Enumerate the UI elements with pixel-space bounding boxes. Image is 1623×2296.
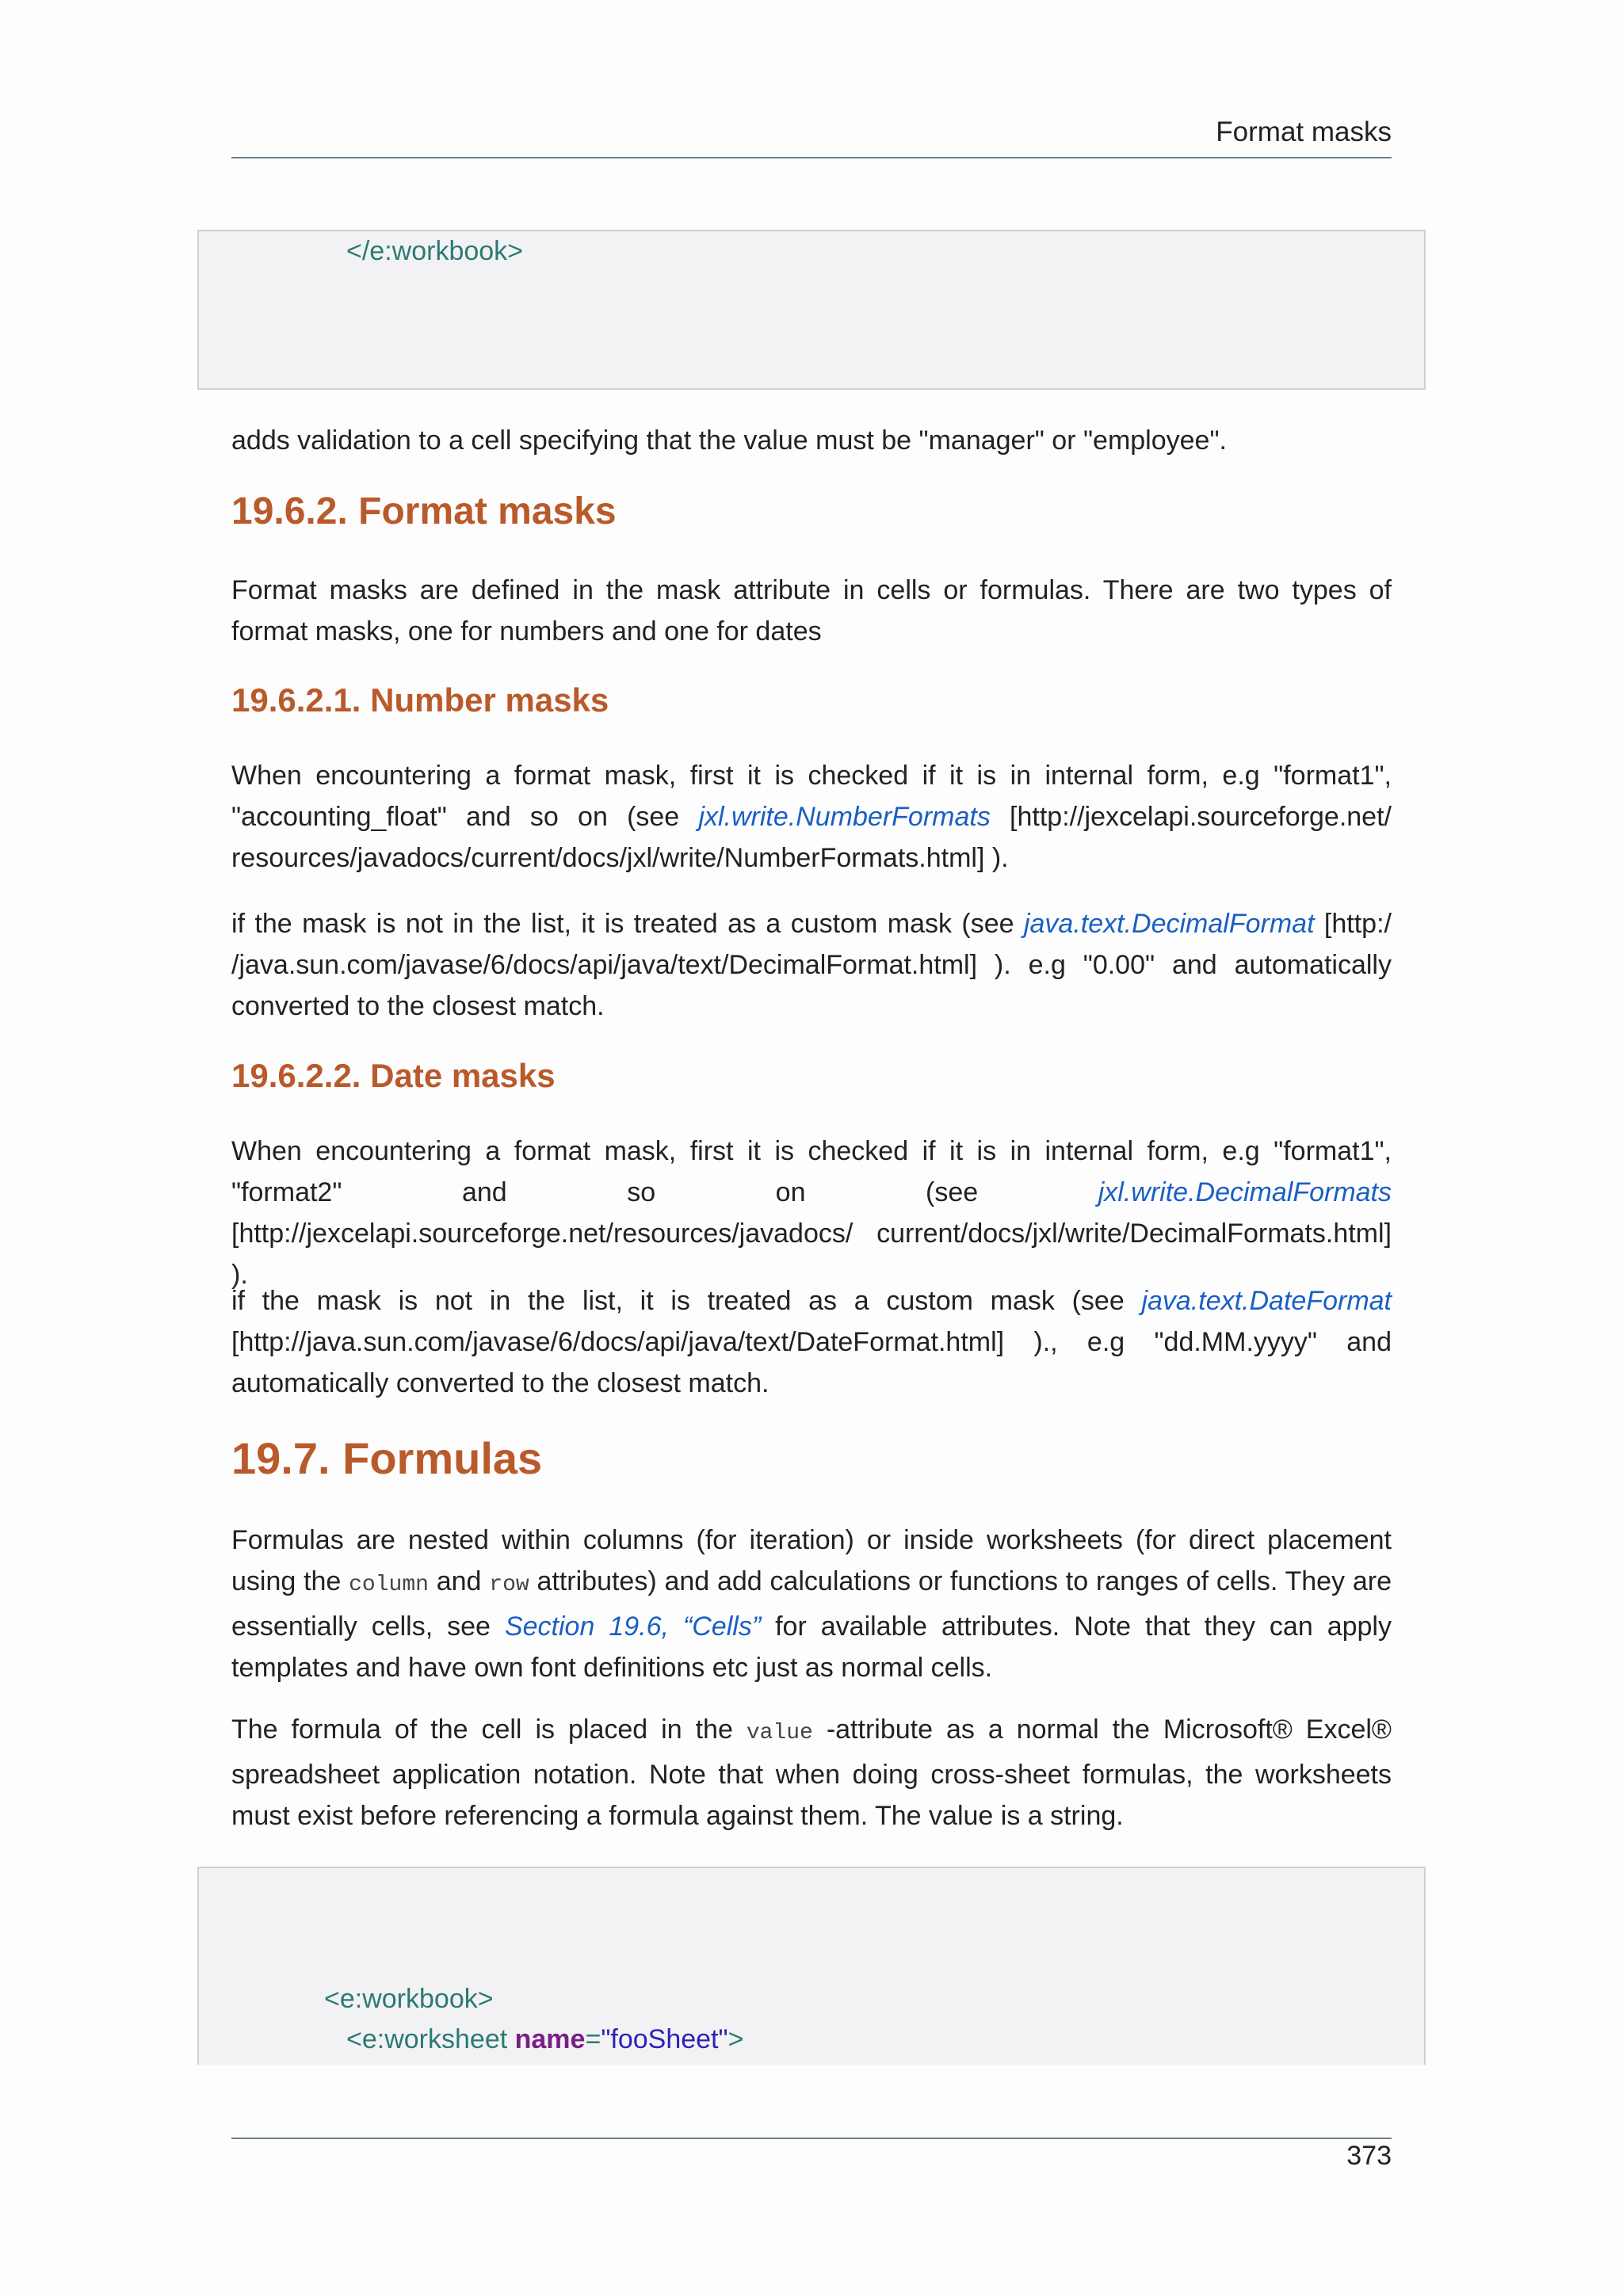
text-run: [http:/ /java.sun.com/javase/6/docs/api/java/text/DecimalFormat.html] ). e.g "0.00" and automatically converted to the closest match. — [231, 909, 1392, 1021]
paragraph — [231, 1280, 1392, 1404]
link-numberformats[interactable]: jxl.write.NumberFormats — [698, 802, 991, 832]
link-decimalformats[interactable]: jxl.write.DecimalFormats — [1098, 1177, 1392, 1207]
intro-paragraph: adds validation to a cell specifying that the value must be "manager" or "employee". — [231, 425, 1227, 456]
code-tag: <e:worksheet — [346, 2024, 515, 2054]
text-run: [http://jexcelapi.sourceforge.net/resources/javadocs/ current/docs/jxl/write/DecimalFormats.html] ). — [231, 1219, 1392, 1290]
link-section-cells[interactable]: Section 19.6, “Cells” — [504, 1611, 762, 1642]
code-value: "fooSheet" — [601, 2024, 728, 2054]
paragraph — [231, 1709, 1392, 1836]
text-run: [http://java.sun.com/javase/6/docs/api/java/text/DateFormat.html] )., e.g "dd.MM.yyyy" and automatically converted to the closest match. — [231, 1327, 1392, 1398]
text-run: When encountering a format mask, first it is checked if it is in internal form, e.g "format1", "format2" and so on (see — [231, 1136, 1392, 1207]
inline-code: row — [489, 1573, 529, 1597]
link-dateformat[interactable]: java.text.DateFormat — [1141, 1286, 1392, 1316]
paragraph — [231, 755, 1392, 879]
text-run: if the mask is not in the list, it is treated as a custom mask (see — [231, 1286, 1142, 1316]
subsection-heading-date-masks: 19.6.2.2. Date masks — [231, 1057, 556, 1094]
link-decimalformat[interactable]: java.text.DecimalFormat — [1023, 909, 1315, 939]
paragraph — [231, 1131, 1392, 1295]
text-run: -attribute as a normal the Microsoft® Excel® spreadsheet application notation. Note that when doing cross-sheet formulas, the worksheets must exist before referencing a formula against them. The value is a string. — [231, 1714, 1392, 1831]
code-line — [346, 2024, 743, 2055]
code-tag: > — [727, 2024, 744, 2054]
text-run: attributes) and add calculations or functions to ranges of cells. They are essentially cells, see — [231, 1566, 1392, 1642]
section-heading-format-masks: 19.6.2. Format masks — [231, 490, 617, 532]
inline-code: value — [746, 1721, 813, 1745]
text-run: and — [428, 1566, 490, 1596]
section-heading-formulas: 19.7. Formulas — [231, 1433, 543, 1483]
text-run: [http://jexcelapi.sourceforge.net/ resources/javadocs/current/docs/jxl/write/NumberFormats.html] ). — [231, 802, 1392, 873]
text-run: When encountering a format mask, first it is checked if it is in internal form, e.g "format1", "accounting_float" and so on (see — [231, 761, 1392, 832]
code-block-top — [197, 230, 1426, 390]
text-run: Formulas are nested within columns (for iteration) or inside worksheets (for direct placement using the — [231, 1525, 1392, 1596]
footer-rule — [231, 2138, 1392, 2139]
page-number: 373 — [1346, 2141, 1392, 2171]
header-rule — [231, 157, 1392, 158]
text-run: if the mask is not in the list, it is treated as a custom mask (see — [231, 909, 1024, 939]
code-line: <e:workbook> — [324, 1984, 494, 2014]
text-run: for available attributes. Note that they can apply templates and have own font definitions etc just as normal cells. — [231, 1611, 1392, 1683]
paragraph: Format masks are defined in the mask attribute in cells or formulas. There are two types of format masks, one for numbers and one for dates — [231, 575, 1392, 646]
paragraph — [231, 1520, 1392, 1688]
inline-code: column — [349, 1573, 429, 1597]
code-block-bottom — [197, 1867, 1426, 2065]
paragraph — [231, 903, 1392, 1027]
running-header-title: Format masks — [1216, 116, 1392, 147]
code-line: </e:workbook> — [346, 236, 524, 266]
code-equals: = — [585, 2024, 601, 2054]
text-run: The formula of the cell is placed in the — [231, 1714, 747, 1745]
subsection-heading-number-masks: 19.6.2.1. Number masks — [231, 681, 609, 719]
code-attr: name — [514, 2024, 586, 2054]
